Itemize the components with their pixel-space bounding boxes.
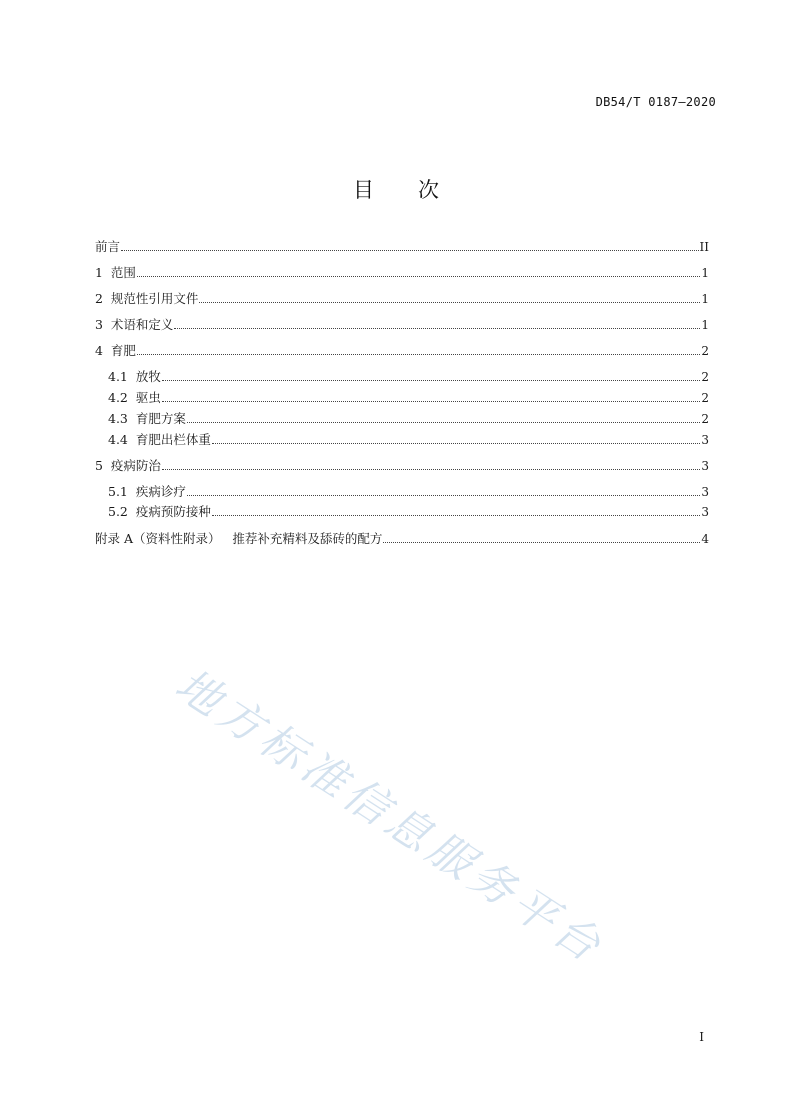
dot-leader bbox=[187, 421, 701, 423]
toc-entry-4-4[interactable] bbox=[108, 431, 709, 449]
toc-page: 2 bbox=[701, 370, 709, 384]
dot-leader bbox=[212, 442, 701, 444]
toc-page: 2 bbox=[701, 412, 709, 426]
toc-number: 4.2 bbox=[108, 390, 136, 405]
toc-number: 5.1 bbox=[108, 484, 136, 499]
toc-page: 3 bbox=[701, 505, 709, 519]
dot-leader bbox=[383, 541, 700, 543]
toc-entry-1[interactable] bbox=[95, 264, 709, 282]
toc-entry-3[interactable] bbox=[95, 316, 709, 334]
toc-number: 4.1 bbox=[108, 369, 136, 384]
toc-entry-5[interactable] bbox=[95, 457, 709, 475]
toc-number: 5.2 bbox=[108, 504, 136, 519]
dot-leader bbox=[199, 301, 700, 303]
toc-number: 4.3 bbox=[108, 411, 136, 426]
toc-label: 育肥方案 bbox=[135, 411, 186, 426]
toc-label: 前言 bbox=[95, 239, 121, 254]
toc-label: 驱虫 bbox=[135, 390, 161, 405]
toc-number: 3 bbox=[95, 317, 111, 332]
watermark-text: 地方标准信息服务平台 bbox=[166, 659, 614, 975]
toc-page: 2 bbox=[701, 344, 709, 358]
toc-page: 3 bbox=[701, 459, 709, 473]
toc-number: 4.4 bbox=[108, 432, 136, 447]
toc-label: 附录 A（资料性附录） 推荐补充精料及舔砖的配方 bbox=[95, 531, 383, 546]
toc-page: 3 bbox=[701, 485, 709, 499]
dot-leader bbox=[121, 249, 699, 251]
toc-number: 2 bbox=[95, 291, 111, 306]
toc-number: 1 bbox=[95, 265, 111, 280]
dot-leader bbox=[137, 275, 700, 277]
toc-label: 术语和定义 bbox=[110, 317, 174, 332]
dot-leader bbox=[137, 353, 700, 355]
toc-label: 范围 bbox=[110, 265, 136, 280]
toc-entry-5-1[interactable] bbox=[108, 483, 709, 501]
toc-page: 3 bbox=[701, 433, 709, 447]
dot-leader bbox=[162, 468, 700, 470]
toc-entry-4-2[interactable] bbox=[108, 389, 709, 407]
toc-page: 1 bbox=[701, 318, 709, 332]
toc-entry-4[interactable] bbox=[95, 342, 709, 360]
dot-leader bbox=[162, 400, 701, 402]
dot-leader bbox=[162, 379, 701, 381]
toc-entry-5-2[interactable] bbox=[108, 503, 709, 521]
dot-leader bbox=[174, 327, 700, 329]
dot-leader bbox=[212, 514, 701, 516]
toc-entry-appendix-a[interactable] bbox=[95, 530, 709, 548]
toc-entry-4-3[interactable] bbox=[108, 410, 709, 428]
toc-label: 规范性引用文件 bbox=[110, 291, 199, 306]
title-char-2: 次 bbox=[418, 178, 439, 202]
toc-page: 1 bbox=[701, 292, 709, 306]
toc-page: 1 bbox=[701, 266, 709, 280]
page-number: I bbox=[699, 1030, 704, 1044]
toc-label: 疾病诊疗 bbox=[135, 484, 186, 499]
toc-page: 4 bbox=[701, 532, 709, 546]
toc-label: 疫病防治 bbox=[110, 458, 161, 473]
document-code: DB54/T 0187—2020 bbox=[595, 95, 716, 109]
toc-entry-foreword[interactable] bbox=[95, 238, 709, 256]
page-title bbox=[0, 174, 792, 204]
toc-number: 4 bbox=[95, 343, 111, 358]
toc-label: 育肥出栏体重 bbox=[135, 432, 211, 447]
title-char-1: 目 bbox=[353, 178, 374, 202]
toc-label: 育肥 bbox=[110, 343, 136, 358]
toc-entry-2[interactable] bbox=[95, 290, 709, 308]
toc-entry-4-1[interactable] bbox=[108, 368, 709, 386]
toc-label: 疫病预防接种 bbox=[135, 504, 211, 519]
toc-page: II bbox=[699, 240, 709, 254]
toc-label: 放牧 bbox=[135, 369, 161, 384]
toc-number: 5 bbox=[95, 458, 111, 473]
toc-page: 2 bbox=[701, 391, 709, 405]
dot-leader bbox=[187, 494, 701, 496]
